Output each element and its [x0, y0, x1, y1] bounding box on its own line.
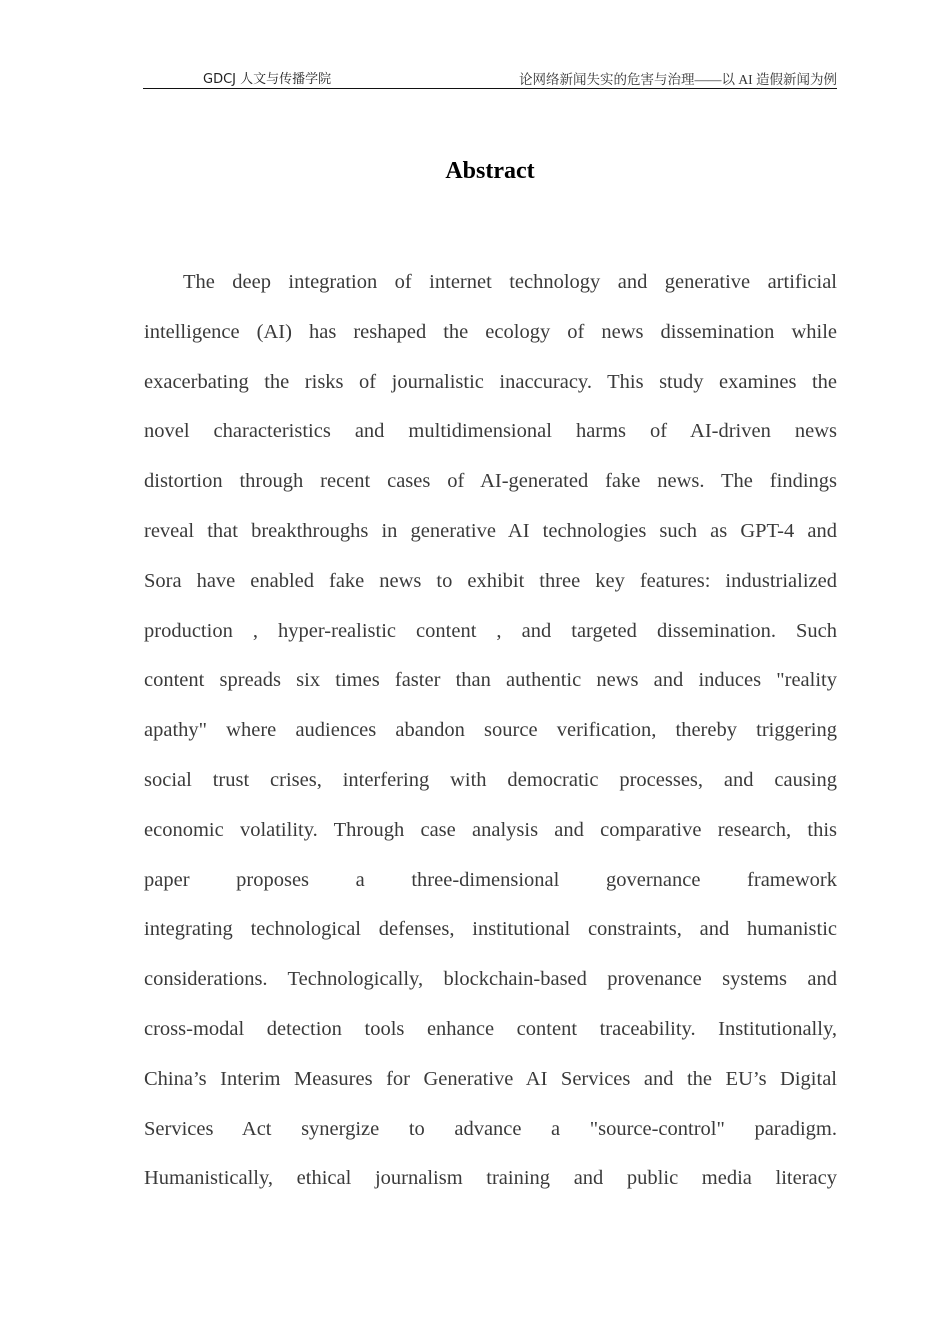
- body-line: Sora have enabled fake news to exhibit three key features: industrialized: [144, 569, 837, 592]
- abstract-body: [144, 266, 837, 1212]
- header-paper-title: 论网络新闻失实的危害与治理——以 AI 造假新闻为例: [519, 72, 837, 87]
- body-line: paper proposes a three-dimensional governance framework: [144, 868, 837, 891]
- body-line: Services Act synergize to advance a "source-control" paradigm.: [144, 1117, 837, 1140]
- body-line: considerations. Technologically, blockchain-based provenance systems and: [144, 968, 837, 991]
- page-header: [143, 66, 837, 89]
- body-line: apathy" where audiences abandon source verification, thereby triggering: [144, 719, 837, 742]
- body-line: social trust crises, interfering with democratic processes, and causing: [144, 768, 837, 791]
- body-line: China’s Interim Measures for Generative AI Services and the EU’s Digital: [144, 1067, 837, 1090]
- body-line: production , hyper-realistic content , and targeted dissemination. Such: [144, 619, 837, 642]
- body-line: integrating technological defenses, institutional constraints, and humanistic: [144, 918, 837, 941]
- body-line: The deep integration of internet technology and generative artificial: [183, 271, 837, 293]
- body-line: Humanistically, ethical journalism training and public media literacy: [144, 1167, 837, 1190]
- body-line: intelligence (AI) has reshaped the ecology of news dissemination while: [144, 320, 837, 343]
- body-line: cross-modal detection tools enhance content traceability. Institutionally,: [144, 1017, 837, 1040]
- header-institution: GDCJ 人文与传播学院: [203, 72, 332, 87]
- body-line: novel characteristics and multidimensional harms of AI-driven news: [144, 420, 837, 443]
- body-line: distortion through recent cases of AI-generated fake news. The findings: [144, 470, 837, 493]
- body-line: exacerbating the risks of journalistic inaccuracy. This study examines the: [144, 370, 837, 393]
- body-line: content spreads six times faster than authentic news and induces "reality: [144, 669, 837, 692]
- body-line: economic volatility. Through case analysis and comparative research, this: [144, 818, 837, 841]
- body-line: reveal that breakthroughs in generative AI technologies such as GPT-4 and: [144, 519, 837, 542]
- abstract-heading: Abstract: [445, 158, 535, 184]
